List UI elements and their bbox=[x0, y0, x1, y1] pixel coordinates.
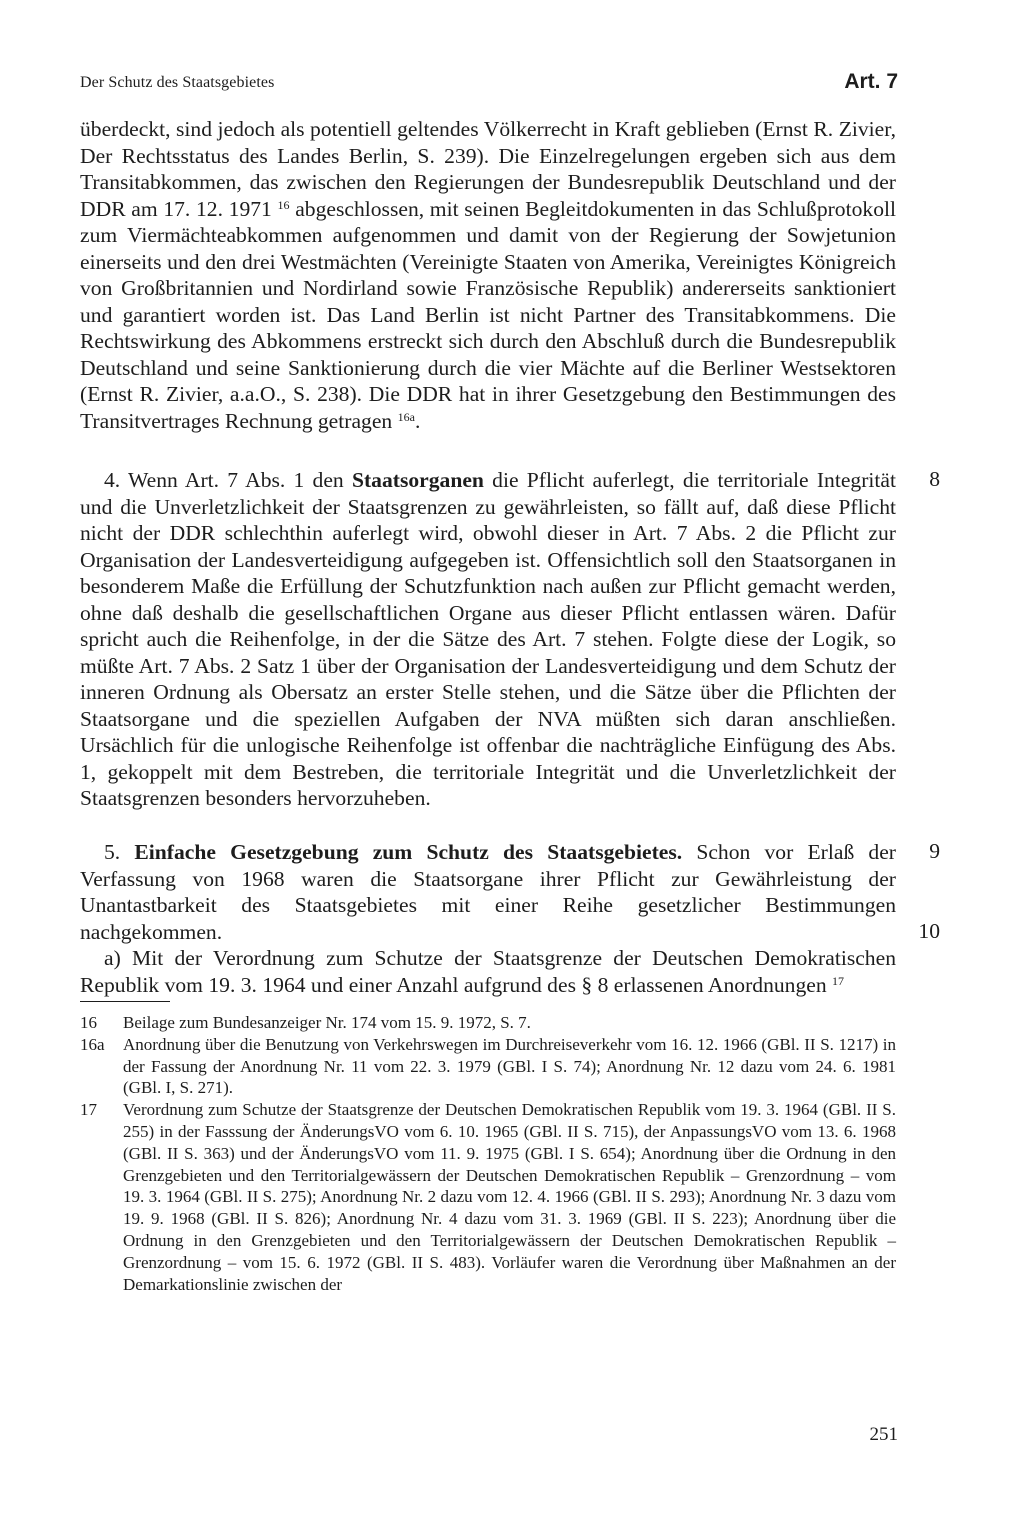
footnote-text: Beilage zum Bundesanzeiger Nr. 174 vom 15. 9. 1972, S. 7. bbox=[123, 1013, 531, 1032]
section-5-lead: 5. bbox=[104, 840, 135, 864]
footnote-text: Anordnung über die Benutzung von Verkehrswegen im Durchreiseverkehr vom 16. 12. 1966 (GBl. II S. 1217) in der Fassung der Anordnung Nr. 11 vom 22. 3. 1979 (GBl. I S. 74); Anordnung Nr. 12 dazu vom 24. 6. 1981 (GBl. I, S. 271). bbox=[123, 1034, 896, 1098]
footnote-ref-16[interactable]: 16 bbox=[277, 197, 290, 212]
footnote-number: 16a bbox=[80, 1034, 105, 1054]
margin-number-8: 8 bbox=[929, 467, 940, 491]
footnote-16a bbox=[80, 1034, 896, 1099]
section-4-text: die Pflicht auferlegt, die territoriale Integrität und die Unverletzlichkeit der Staatsgrenzen zu gewährleisten, so fällt auf, daß diese Pflicht nicht der DDR schlechthin auferlegt wird, obwohl dieser in Art. 7 Abs. 2 die Pflicht zur Organisation der Landesverteidigung aufgegeben ist. Offensichtlich soll den Staatsorganen in besonderem Maße die Erfüllung der Schutzfunktion nach außen zur Pflicht gemacht werden, ohne daß deshalb die gesellschaftlichen Organe aus dieser Pflicht entlassen wären. Dafür spricht auch die Reihenfolge, in der die Sätze des Art. 7 stehen. Folgte diese der Logik, so müßte Art. 7 Abs. 2 Satz 1 über der Organisation der Landesverteidigung und dem Schutz der inneren Ordnung als Obersatz an erster Stelle stehen, und die Sätze über die Pflichten der Staatsorgane und die speziellen Aufgaben der NVA müßten sich daran anschließen. Ursächlich für die unlogische Reihenfolge ist offenbar die nachträgliche Einfügung des Abs. 1, gekoppelt mit dem Bestreben, die territoriale Integrität und die Unverletzlichkeit der Staatsgrenzen besonders hervorzuheben. bbox=[80, 468, 896, 810]
intro-text-3: . bbox=[414, 408, 421, 433]
section-5a-paragraph bbox=[80, 945, 896, 998]
footnote-ref-17[interactable]: 17 bbox=[832, 973, 845, 988]
margin-number-10: 10 bbox=[918, 919, 940, 943]
footnote-17 bbox=[80, 1099, 896, 1295]
footnote-ref-16a[interactable]: 16a bbox=[397, 409, 415, 424]
margin-number-9: 9 bbox=[929, 839, 940, 863]
article-label: Art. 7 bbox=[844, 70, 898, 93]
section-5-text: Schon vor Erlaß der Verfassung von 1968 waren die Staatsorgane ihrer Pflicht zur Gewährleistung der Unantastbarkeit des Staatsgebietes mit einer Reihe gesetzlicher Bestimmungen nachgekommen. bbox=[80, 840, 897, 944]
footnotes bbox=[80, 1012, 896, 1295]
footnote-text: Verordnung zum Schutze der Staatsgrenze der Deutschen Demokratischen Republik vom 19. 3. 1964 (GBl. II S. 255) in der Fasssung der ÄnderungsVO vom 6. 10. 1965 (GBl. II S. 715), der AnpassungsVO vom 13. 6. 1968 (GBl. II S. 363) und der ÄnderungsVO vom 11. 9. 1975 (GBl. I S. 654); Anordnung über die Ordnung in den Grenzgebieten und den Territorialgewässern der Deutschen Demokratischen Republik – Grenzordnung – vom 19. 3. 1964 (GBl. II S. 275); Anordnung Nr. 2 dazu vom 12. 4. 1966 (GBl. II S. 293); Anordnung Nr. 3 dazu vom 19. 9. 1968 (GBl. II S. 826); Anordnung Nr. 4 dazu vom 31. 3. 1969 (GBl. II S. 223); Anordnung über die Ordnung in den Grenzgebieten und den Territorialgewässern der Deutschen Demokratischen Republik – Grenzordnung – vom 15. 6. 1972 (GBl. II S. 483). Vorläufer waren die Verordnung über Maßnahmen an der Demarkationslinie zwischen der bbox=[123, 1100, 896, 1294]
intro-paragraph bbox=[80, 116, 896, 434]
section-4-lead: 4. Wenn Art. 7 Abs. 1 den bbox=[104, 468, 352, 492]
section-4-paragraph bbox=[80, 467, 896, 812]
footnote-divider bbox=[80, 1001, 170, 1002]
intro-text-2: abgeschlossen, mit seinen Begleitdokumenten in das Schlußprotokoll zum Viermächteabkommen aufgenommen und damit von der Regierung der Sowjetunion einerseits und den drei Westmächten (Vereinigte Staaten von Amerika, Vereinigtes Königreich von Großbritannien und Nordirland sowie Französische Republik) andererseits sanktioniert und garantiert worden ist. Das Land Berlin ist nicht Partner des Transitabkommens. Die Rechtswirkung des Abkommens erstreckt sich durch den Abschluß durch die Bundesrepublik Deutschland und seine Sanktionierung durch die vier Mächte auf die Berliner Westsektoren (Ernst R. Zivier, a.a.O., S. 238). Die DDR hat in ihrer Gesetzgebung den Bestimmungen des Transitvertrages Rechnung getragen bbox=[80, 196, 896, 433]
footnote-number: 16 bbox=[80, 1013, 97, 1032]
section-4-keyword: Staatsorganen bbox=[351, 468, 484, 492]
page-number: 251 bbox=[869, 1424, 898, 1445]
footnote-16 bbox=[80, 1012, 896, 1034]
running-head: Der Schutz des Staatsgebietes bbox=[80, 74, 275, 91]
section-5-heading: Einfache Gesetzgebung zum Schutz des Staatsgebietes. bbox=[134, 840, 683, 864]
section-5a-text: a) Mit der Verordnung zum Schutze der Staatsgrenze der Deutschen Demokratischen Republik vom 19. 3. 1964 und einer Anzahl aufgrund des § 8 erlassenen Anordnungen bbox=[80, 946, 896, 997]
intro-text-1: überdeckt, sind jedoch als potentiell geltendes Völkerrecht in Kraft geblieben (Ernst R. Zivier, Der Rechtsstatus des Landes Berlin, S. 239). Die Einzelregelungen ergeben sich aus dem Transitabkommen, das zwischen den Regierungen der Bundesrepublik Deutschland und der DDR am 17. 12. 1971 bbox=[80, 117, 896, 221]
section-5-paragraph bbox=[80, 839, 896, 998]
footnote-number: 17 bbox=[80, 1100, 97, 1120]
